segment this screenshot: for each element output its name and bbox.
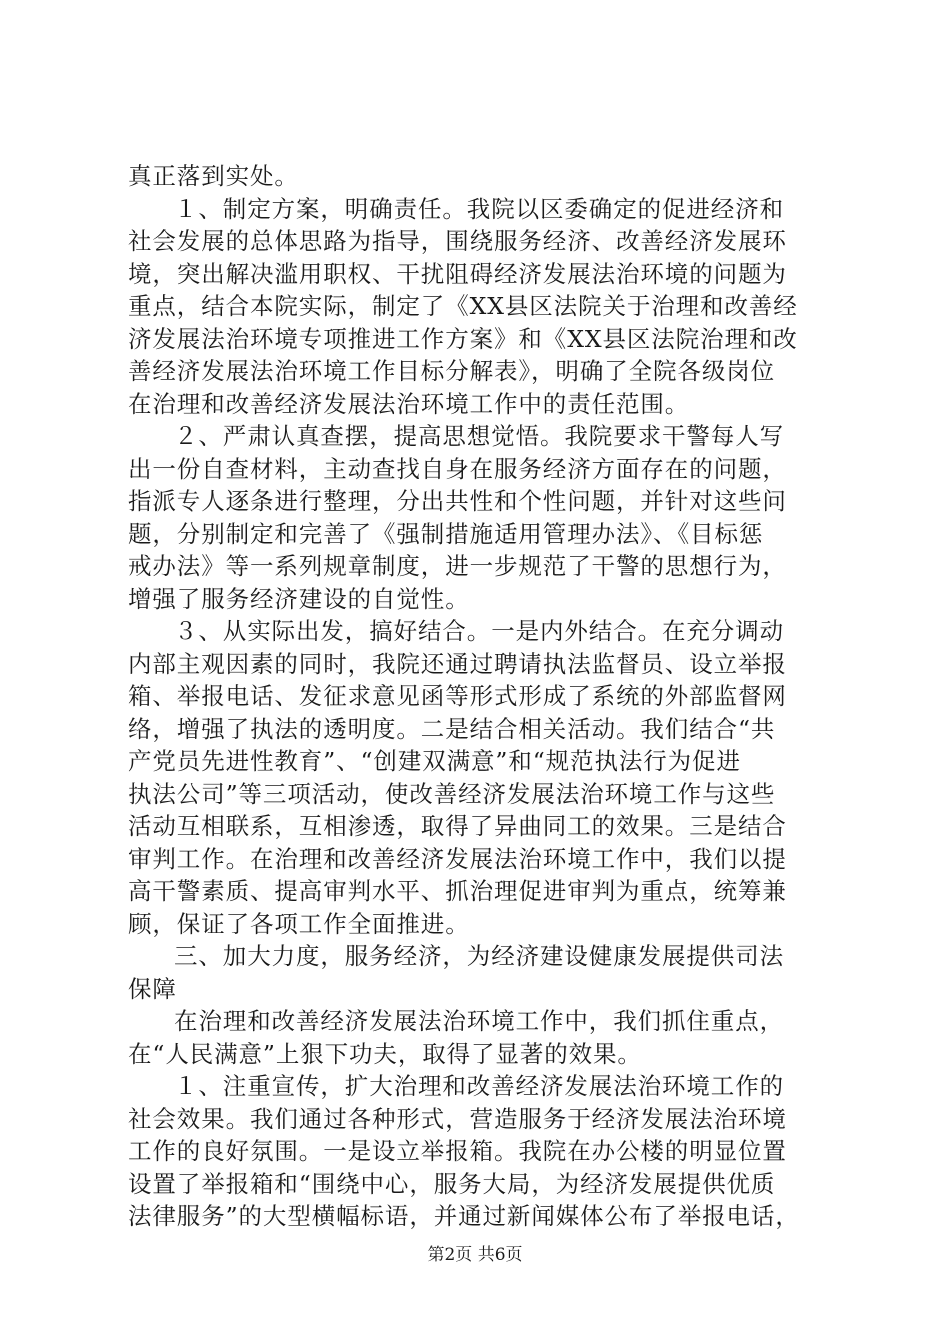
text-line: 法律服务”的大型横幅标语，并通过新闻媒体公布了举报电话， — [128, 1202, 800, 1230]
text-line: 在治理和改善经济发展法治环境工作中的责任范围。 — [128, 389, 690, 418]
text-line: 重点，结合本院实际，制定了《XX县区法院关于治理和改善经 — [128, 292, 798, 320]
text-line: 境，突出解决滥用职权、干扰阻碍经济发展法治环境的问题为 — [128, 259, 787, 288]
text-line: 内部主观因素的同时，我院还通过聘请执法监督员、设立举报 — [128, 649, 787, 678]
text-line: 产党员先进性教育”、“创建双满意”和“规范执法行为促进 — [128, 747, 741, 775]
text-line: 出一份自查材料，主动查找自身在服务经济方面存在的问题， — [128, 454, 787, 483]
text-line: 箱、举报电话、发征求意见函等形式形成了系统的外部监督网 — [128, 682, 787, 710]
text-line: 题，分别制定和完善了《强制措施适用管理办法》、《目标惩 — [128, 519, 764, 548]
text-line: 社会效果。我们通过各种形式，营造服务于经济发展法治环境 — [128, 1104, 787, 1133]
text-line: 高干警素质、提高审判水平、抓治理促进审判为重点，统筹兼 — [128, 877, 787, 905]
text-line: １、制定方案，明确责任。我院以区委确定的促进经济和 — [174, 194, 784, 223]
text-line: 络，增强了执法的透明度。二是结合相关活动。我们结合“共 — [128, 714, 776, 743]
text-line: 真正落到实处。 — [128, 162, 299, 190]
page-footer: 第2页 共6页 — [427, 1245, 523, 1265]
text-line: 戒办法》等一系列规章制度，进一步规范了干警的思想行为， — [128, 552, 787, 580]
text-line: 保障 — [128, 974, 177, 1003]
text-line: ２、严肃认真查摆，提高思想觉悟。我院要求干警每人写 — [174, 422, 784, 450]
text-line: 增强了服务经济建设的自觉性。 — [128, 584, 470, 613]
text-line: 活动互相联系，互相渗透，取得了异曲同工的效果。三是结合 — [128, 812, 787, 840]
text-line: 指派专人逐条进行整理，分出共性和个性问题，并针对这些问 — [128, 487, 787, 515]
text-line: 在治理和改善经济发展法治环境工作中，我们抓住重点， — [174, 1007, 784, 1035]
document-body — [128, 160, 828, 1233]
text-line: 济发展法治环境专项推进工作方案》和《XX县区法院治理和改 — [128, 324, 798, 353]
text-line: 顾，保证了各项工作全面推进。 — [128, 909, 470, 938]
text-line: 善经济发展法治环境工作目标分解表》，明确了全院各级岗位 — [128, 357, 776, 385]
text-line: 设置了举报箱和“围绕中心，服务大局，为经济发展提供优质 — [128, 1169, 776, 1198]
text-line: 三、加大力度，服务经济，为经济建设健康发展提供司法 — [174, 942, 784, 970]
text-line: 执法公司”等三项活动，使改善经济发展法治环境工作与这些 — [128, 779, 776, 808]
text-line: 工作的良好氛围。一是设立举报箱。我院在办公楼的明显位置 — [128, 1137, 787, 1165]
text-line: 在“人民满意”上狠下功夫，取得了显著的效果。 — [128, 1039, 642, 1068]
text-line: ３、从实际出发，搞好结合。一是内外结合。在充分调动 — [174, 617, 784, 645]
text-line: 审判工作。在治理和改善经济发展法治环境工作中，我们以提 — [128, 844, 787, 873]
text-line: 社会发展的总体思路为指导，围绕服务经济、改善经济发展环 — [128, 227, 787, 255]
text-line: １、注重宣传，扩大治理和改善经济发展法治环境工作的 — [174, 1072, 784, 1100]
